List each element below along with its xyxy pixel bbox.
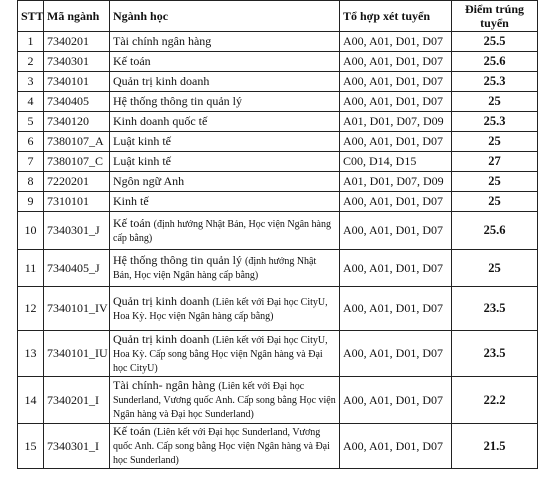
cell-combos: A00, A01, D01, D07 <box>340 52 452 72</box>
major-name: Kế toán <box>113 54 151 68</box>
major-name: Quản trị kinh doanh <box>113 331 210 346</box>
table-row <box>18 331 538 377</box>
major-name: Kinh doanh quốc tế <box>113 114 208 128</box>
table-row <box>18 377 538 424</box>
cell-combos: A00, A01, D01, D07 <box>340 192 452 212</box>
cell-score: 25 <box>452 132 538 152</box>
major-note: (định hướng Nhật Bản, Học viện Ngân hàng cấp bằng) <box>113 256 317 281</box>
cell-stt: 9 <box>18 192 44 212</box>
cell-score: 25 <box>452 250 538 287</box>
cell-major <box>110 172 340 192</box>
cell-stt: 3 <box>18 72 44 92</box>
cell-code: 7380107_C <box>44 152 110 172</box>
cell-code: 7340201 <box>44 32 110 52</box>
major-note: (Liên kết với Đại học CityU, Hoa Kỳ. Học viện Ngân hàng cấp bằng) <box>113 296 328 322</box>
cell-major <box>110 250 340 287</box>
header-stt: STT <box>18 1 44 32</box>
cell-code: 7340120 <box>44 112 110 132</box>
major-name: Hệ thống thông tin quản lý <box>113 94 242 108</box>
major-name: Quản trị kinh doanh <box>113 293 210 308</box>
cell-combos: A00, A01, D01, D07 <box>340 32 452 52</box>
cell-combos: A00, A01, D01, D07 <box>340 132 452 152</box>
table-row <box>18 192 538 212</box>
cell-code: 7340101 <box>44 72 110 92</box>
cell-stt: 2 <box>18 52 44 72</box>
cell-score: 25 <box>452 192 538 212</box>
cell-combos: A00, A01, D01, D07 <box>340 92 452 112</box>
cell-stt: 6 <box>18 132 44 152</box>
cell-major <box>110 72 340 92</box>
header-to-hop: Tổ hợp xét tuyển <box>340 1 452 32</box>
cell-combos: C00, D14, D15 <box>340 152 452 172</box>
table-body <box>18 32 538 469</box>
major-name: Tài chính ngân hàng <box>113 34 212 48</box>
table-row <box>18 212 538 250</box>
cell-score: 27 <box>452 152 538 172</box>
table-row <box>18 424 538 469</box>
cell-score: 25.6 <box>452 212 538 250</box>
cell-combos: A01, D01, D07, D09 <box>340 172 452 192</box>
major-name: Hệ thống thông tin quản lý <box>113 253 242 267</box>
cell-stt: 7 <box>18 152 44 172</box>
table-row <box>18 250 538 287</box>
cell-combos: A00, A01, D01, D07 <box>340 250 452 287</box>
cell-major <box>110 132 340 152</box>
cell-major <box>110 377 340 424</box>
cell-combos: A00, A01, D01, D07 <box>340 331 452 377</box>
cell-stt: 15 <box>18 424 44 469</box>
cell-code: 7310101 <box>44 192 110 212</box>
cell-code: 7340201_I <box>44 377 110 424</box>
major-name: Tài chính- ngân hàng <box>113 378 216 392</box>
cell-stt: 4 <box>18 92 44 112</box>
cell-code: 7340301_I <box>44 424 110 469</box>
cell-code: 7340405 <box>44 92 110 112</box>
cell-major <box>110 192 340 212</box>
table-row <box>18 132 538 152</box>
cell-major <box>110 212 340 250</box>
cell-code: 7340101_IV <box>44 287 110 331</box>
table-row <box>18 152 538 172</box>
cell-major <box>110 32 340 52</box>
table-row <box>18 172 538 192</box>
major-name: Luật kinh tế <box>113 134 171 148</box>
table-row <box>18 32 538 52</box>
cell-code: 7340405_J <box>44 250 110 287</box>
major-note: (Liên kết với Đại học Sunderland, Vương quốc Anh. Cấp song bằng Học viện Ngân hàng và Đại học Sunderland) <box>113 427 330 466</box>
cell-stt: 11 <box>18 250 44 287</box>
table-row <box>18 92 538 112</box>
cell-code: 7340301_J <box>44 212 110 250</box>
cell-stt: 12 <box>18 287 44 331</box>
cell-major <box>110 152 340 172</box>
cell-major <box>110 331 340 377</box>
cell-score: 21.5 <box>452 424 538 469</box>
major-name: Kế toán <box>113 215 151 230</box>
major-name: Luật kinh tế <box>113 154 171 168</box>
major-note: (Liên kết với Đại học CityU, Hoa Kỳ. Cấp song bằng Học viện Ngân hàng và Đại học CityU) <box>113 334 328 374</box>
cell-combos: A00, A01, D01, D07 <box>340 212 452 250</box>
cell-stt: 8 <box>18 172 44 192</box>
cell-combos: A01, D01, D07, D09 <box>340 112 452 132</box>
cell-score: 25 <box>452 92 538 112</box>
major-name: Quản trị kinh doanh <box>113 74 210 88</box>
cell-score: 25.3 <box>452 72 538 92</box>
cell-combos: A00, A01, D01, D07 <box>340 72 452 92</box>
cell-major <box>110 112 340 132</box>
cell-stt: 5 <box>18 112 44 132</box>
cell-score: 25 <box>452 172 538 192</box>
cell-score: 22.2 <box>452 377 538 424</box>
cell-score: 25.6 <box>452 52 538 72</box>
cell-major <box>110 92 340 112</box>
cell-stt: 14 <box>18 377 44 424</box>
cell-combos: A00, A01, D01, D07 <box>340 287 452 331</box>
major-note: (định hướng Nhật Bản, Học viện Ngân hàng cấp bằng) <box>113 218 331 244</box>
cell-combos: A00, A01, D01, D07 <box>340 424 452 469</box>
cell-combos: A00, A01, D01, D07 <box>340 377 452 424</box>
cell-score: 25.3 <box>452 112 538 132</box>
cell-stt: 1 <box>18 32 44 52</box>
cell-code: 7380107_A <box>44 132 110 152</box>
cell-score: 25.5 <box>452 32 538 52</box>
table-row <box>18 112 538 132</box>
cell-score: 23.5 <box>452 331 538 377</box>
admission-score-table <box>17 0 538 469</box>
cell-major <box>110 52 340 72</box>
cell-major <box>110 287 340 331</box>
table-row <box>18 52 538 72</box>
cell-stt: 10 <box>18 212 44 250</box>
cell-stt: 13 <box>18 331 44 377</box>
cell-code: 7340301 <box>44 52 110 72</box>
major-name: Ngôn ngữ Anh <box>113 174 185 188</box>
major-name: Kinh tế <box>113 194 149 208</box>
major-name: Kế toán <box>113 424 151 438</box>
table-row <box>18 287 538 331</box>
table-header <box>18 1 538 32</box>
header-ma-nganh: Mã ngành <box>44 1 110 32</box>
cell-code: 7220201 <box>44 172 110 192</box>
table-row <box>18 72 538 92</box>
major-note: (Liên kết với Đại học Sunderland, Vương quốc Anh. Cấp song bằng Học viện Ngân hàng và Đại học Sunderland) <box>113 381 336 420</box>
header-nganh-hoc: Ngành học <box>110 1 340 32</box>
header-diem: Điểm trúng tuyển <box>452 1 538 32</box>
cell-code: 7340101_IU <box>44 331 110 377</box>
cell-score: 23.5 <box>452 287 538 331</box>
cell-major <box>110 424 340 469</box>
